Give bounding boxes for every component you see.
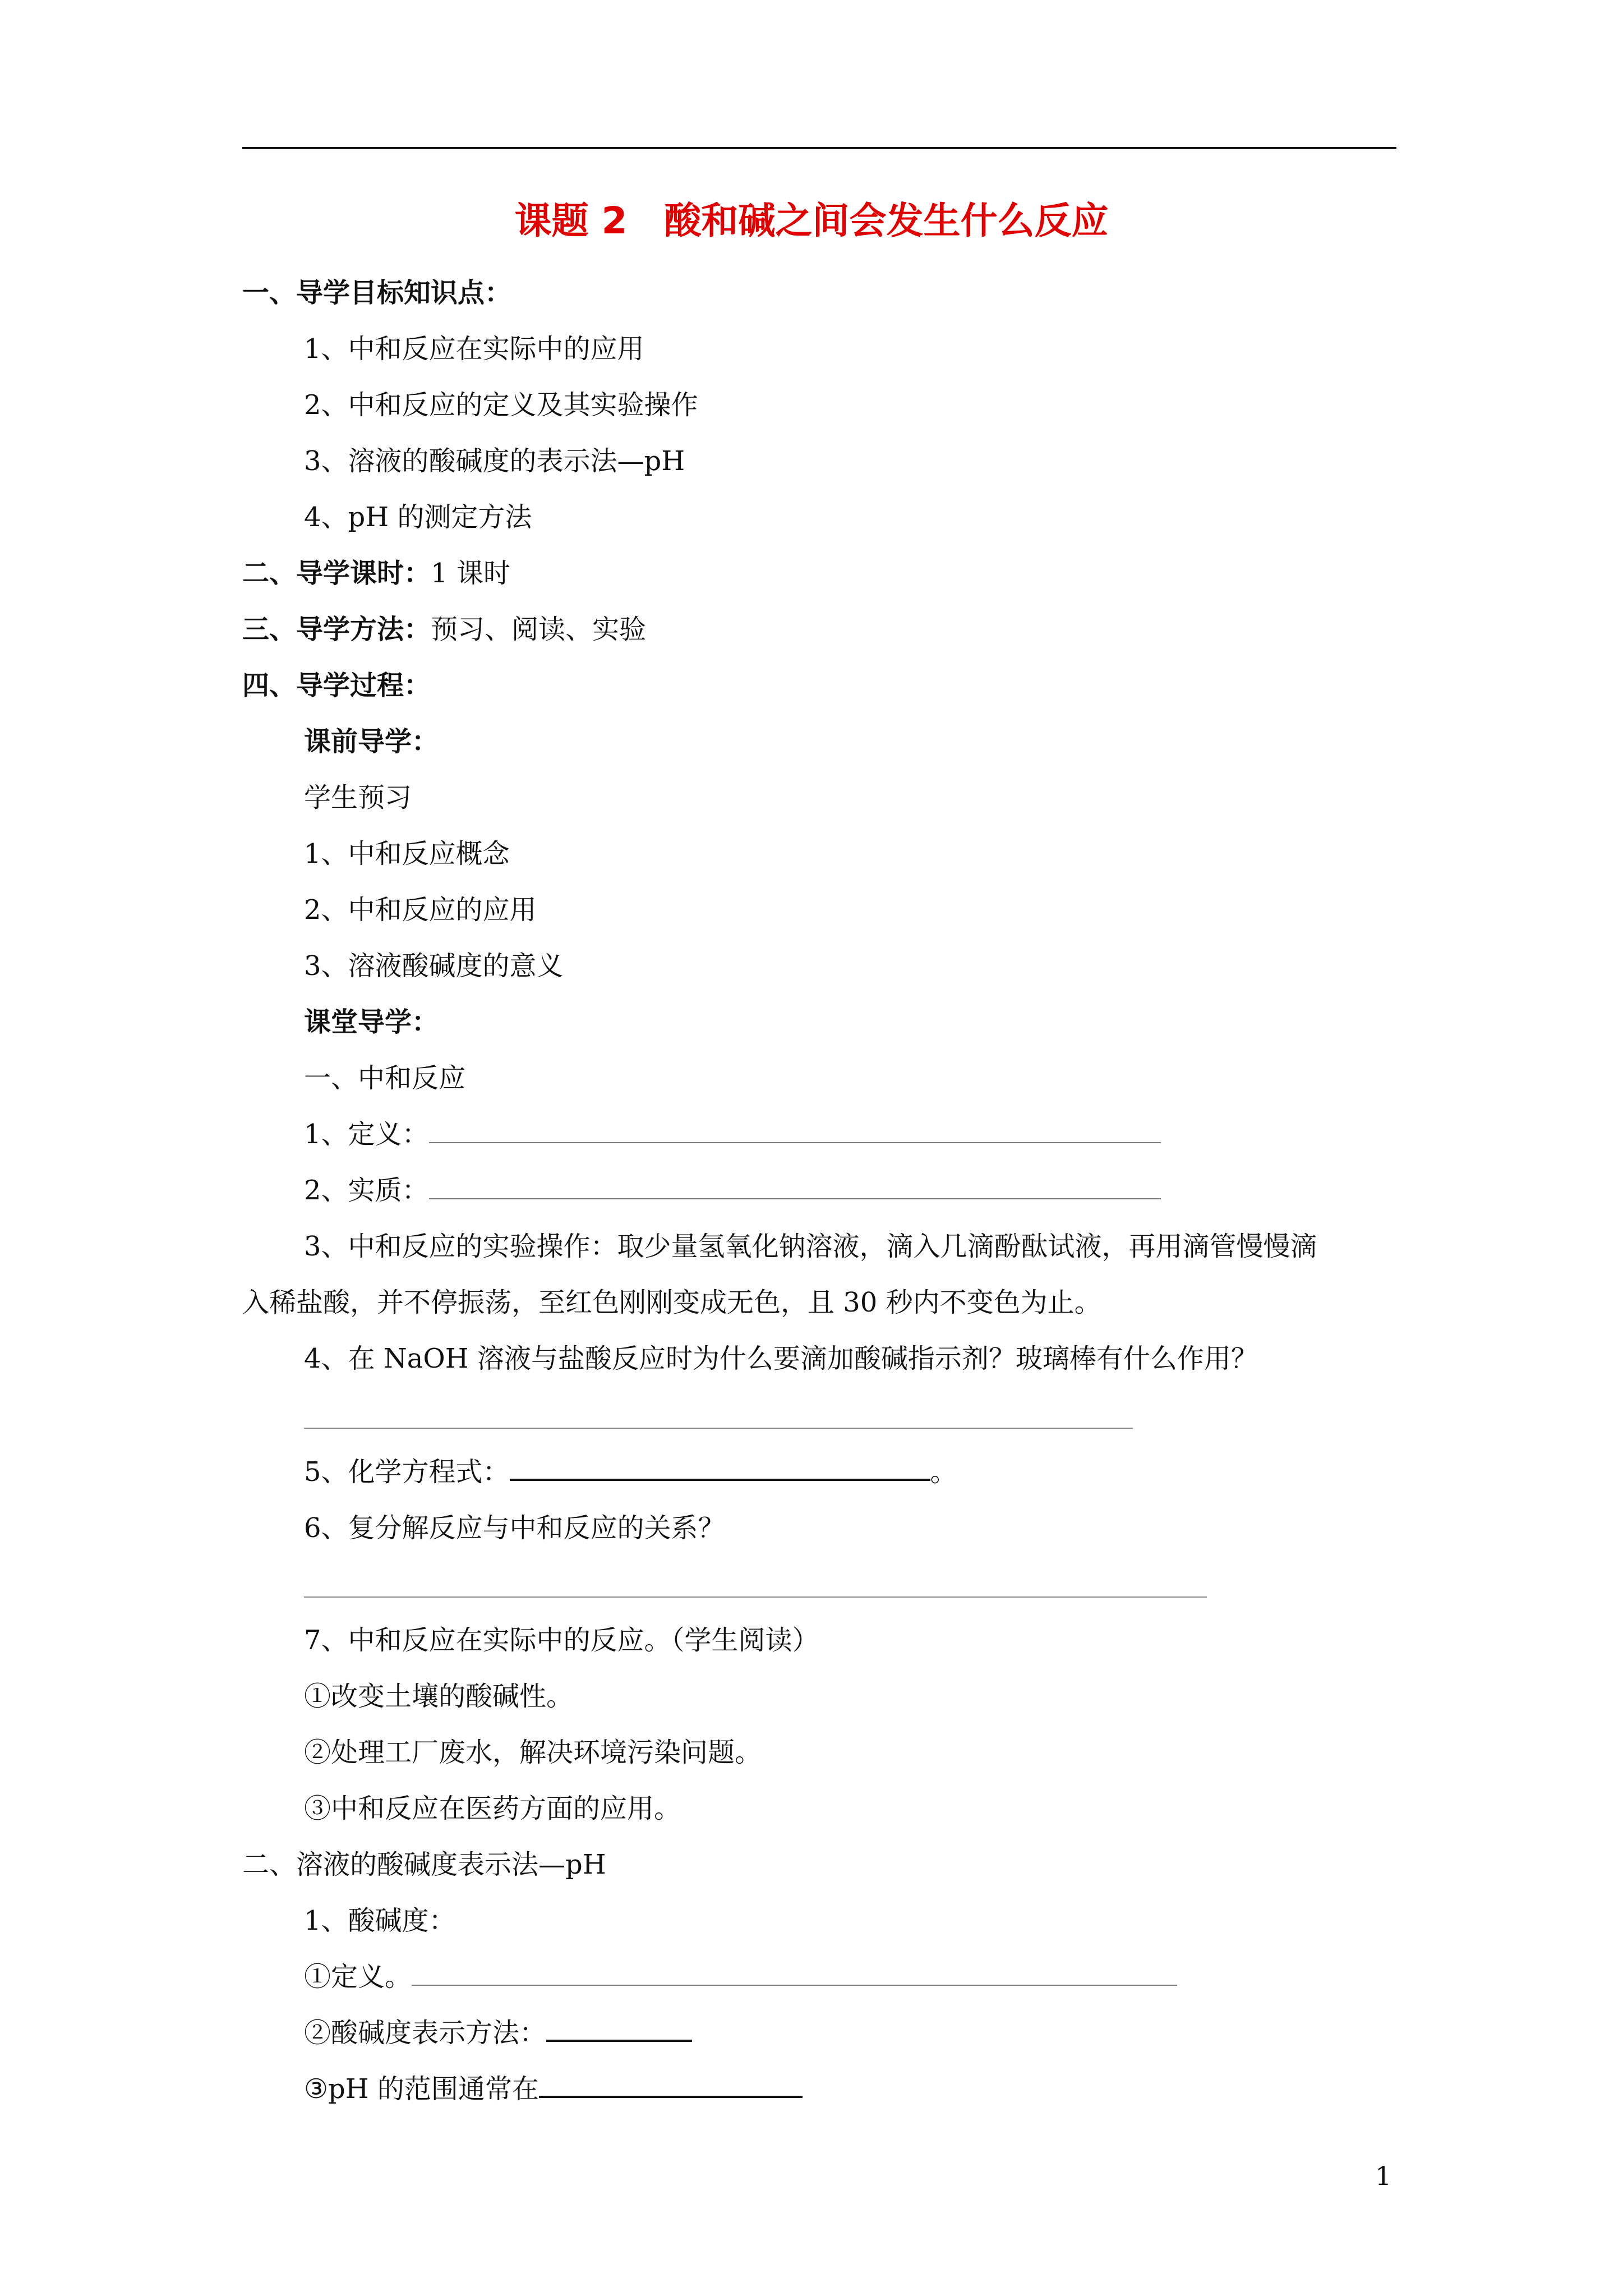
answer-blank[interactable] <box>539 2073 803 2098</box>
period-mark: 。 <box>930 1456 957 1488</box>
answer-blank[interactable] <box>546 2017 692 2042</box>
section-heading-process: 四、导学过程： <box>242 670 431 701</box>
methods-value: 预习、阅读、实验 <box>431 614 647 645</box>
answer-line[interactable] <box>304 1428 1133 1429</box>
question-label: ③pH 的范围通常在 <box>304 2073 539 2105</box>
experiment-text-line-2: 入稀盐酸，并不停振荡，至红色刚刚变成无色，且 30 秒内不变色为止。 <box>242 1287 1101 1318</box>
question-definition <box>304 1117 1161 1151</box>
question-label: ②酸碱度表示方法： <box>304 2017 547 2049</box>
question-label: 1、定义： <box>304 1119 429 1150</box>
pre-class-item: 2、中和反应的应用 <box>304 894 537 926</box>
question-label: 5、化学方程式： <box>304 1456 510 1488</box>
section-methods <box>242 613 646 646</box>
section-heading-methods: 三、导学方法： <box>242 614 431 645</box>
question-ph-range <box>304 2072 803 2106</box>
question-acidity-definition <box>304 1960 1177 1994</box>
answer-line[interactable] <box>304 1596 1207 1598</box>
pre-class-item: 3、溶液酸碱度的意义 <box>304 950 564 982</box>
document-title: 课题 2 酸和碱之间会发生什么反应 <box>514 199 1109 242</box>
question-label: ①定义。 <box>304 1961 412 1993</box>
pre-class-heading: 课前导学： <box>304 726 439 757</box>
answer-blank[interactable] <box>429 1120 1161 1143</box>
question-applications: 7、中和反应在实际中的反应。（学生阅读） <box>304 1625 819 1656</box>
pre-class-item: 1、中和反应概念 <box>304 838 510 869</box>
header-rule <box>242 147 1396 149</box>
goal-item: 2、中和反应的定义及其实验操作 <box>304 389 698 421</box>
section-heading-goals: 一、导学目标知识点： <box>242 277 512 309</box>
question-relation: 6、复分解反应与中和反应的关系？ <box>304 1512 725 1544</box>
section-heading-periods: 二、导学课时： <box>242 558 431 589</box>
page-number: 1 <box>1375 2161 1392 2191</box>
goal-item: 3、溶液的酸碱度的表示法—pH <box>304 445 685 477</box>
answer-blank[interactable] <box>429 1176 1161 1199</box>
part2-heading: 二、溶液的酸碱度表示法—pH <box>242 1849 606 1880</box>
part1-heading: 一、中和反应 <box>304 1062 466 1094</box>
question-acidity: 1、酸碱度： <box>304 1905 456 1936</box>
experiment-text-line-1: 3、中和反应的实验操作：取少量氢氧化钠溶液，滴入几滴酚酞试液，再用滴管慢慢滴 <box>304 1231 1317 1262</box>
in-class-heading: 课堂导学： <box>304 1006 439 1038</box>
question-acidity-method <box>304 2016 692 2050</box>
question-essence <box>304 1174 1161 1207</box>
question-indicator: 4、在 NaOH 溶液与盐酸反应时为什么要滴加酸碱指示剂？玻璃棒有什么作用？ <box>304 1343 1258 1374</box>
periods-value: 1 课时 <box>431 558 510 589</box>
goal-item: 1、中和反应在实际中的应用 <box>304 333 644 365</box>
equation-blank[interactable] <box>510 1456 930 1481</box>
goal-item: 4、pH 的测定方法 <box>304 501 532 533</box>
question-equation <box>304 1455 957 1489</box>
pre-class-subheading: 学生预习 <box>304 782 412 813</box>
section-periods <box>242 556 510 590</box>
application-item: ②处理工厂废水，解决环境污染问题。 <box>304 1737 762 1768</box>
question-label: 2、实质： <box>304 1175 429 1206</box>
application-item: ③中和反应在医药方面的应用。 <box>304 1793 681 1824</box>
answer-blank[interactable] <box>412 1962 1177 1986</box>
application-item: ①改变土壤的酸碱性。 <box>304 1681 574 1712</box>
